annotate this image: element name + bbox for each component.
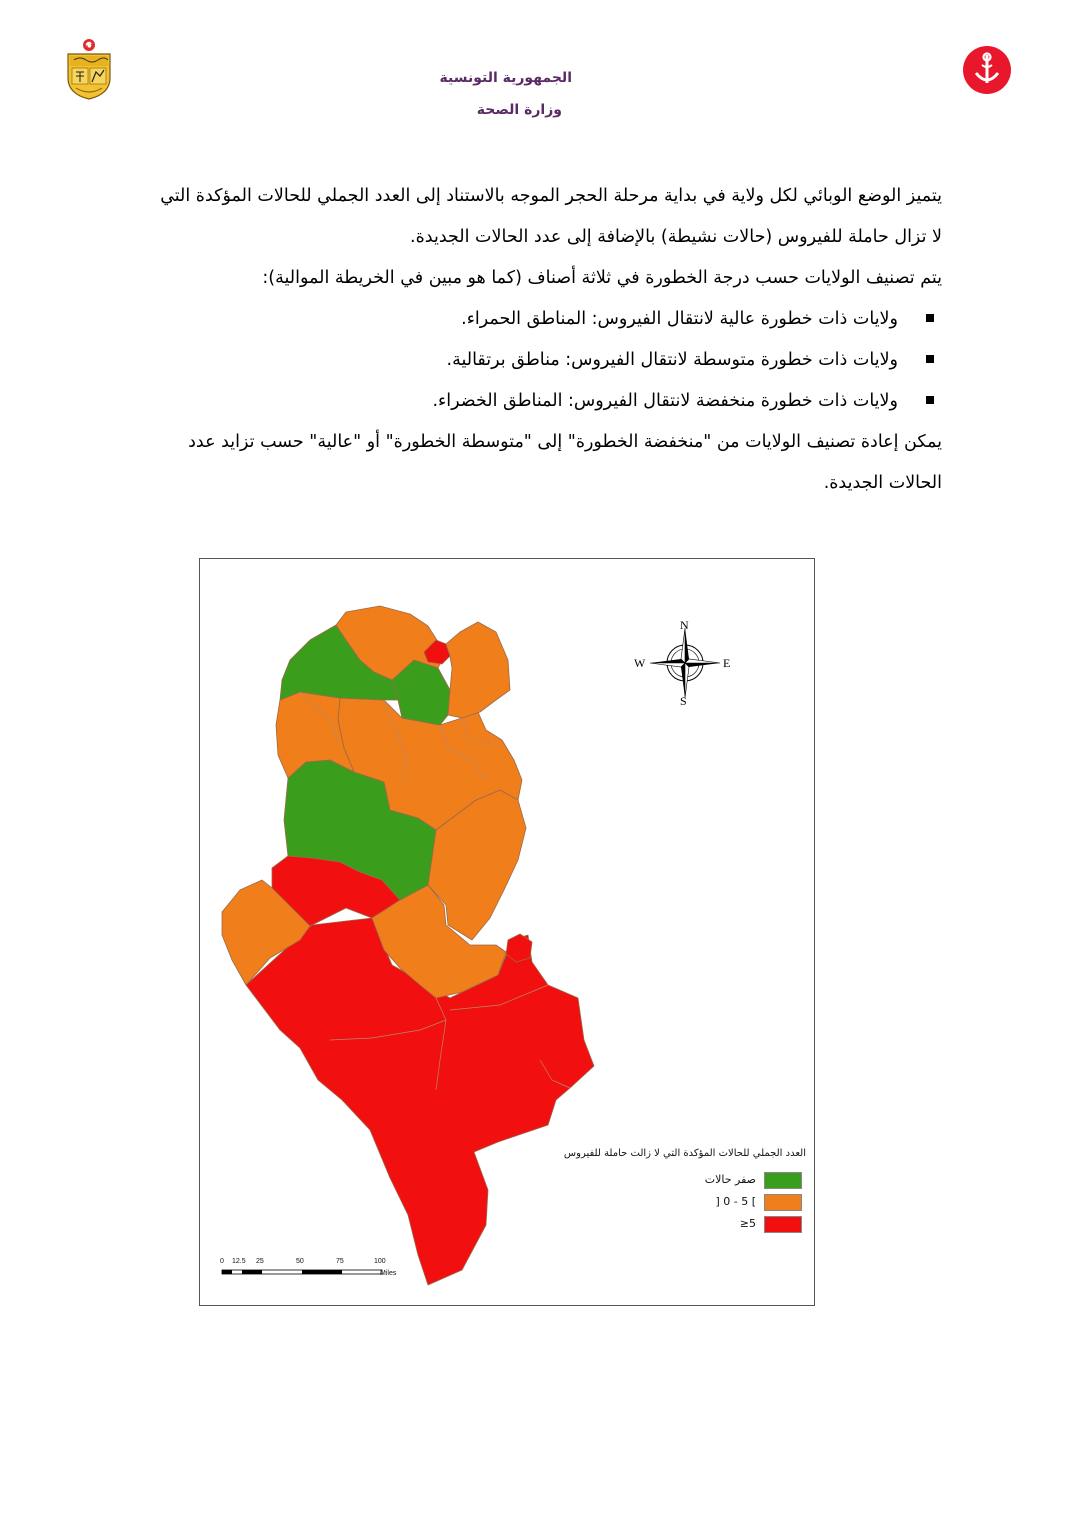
legend-label: ] 0 - 5 [ xyxy=(715,1195,756,1208)
compass-west-label: W xyxy=(634,656,646,670)
scale-tick-label: 50 xyxy=(296,1258,304,1265)
scale-unit-label: Miles xyxy=(380,1270,397,1277)
region-capbon-orange xyxy=(446,622,510,718)
scale-bar xyxy=(220,1258,410,1284)
legend-label: ≥5 xyxy=(739,1217,756,1230)
compass-south-label: S xyxy=(680,694,687,708)
intro-line-2: لا تزال حاملة للفيروس (حالات نشيطة) بالإضافة إلى عدد الحالات الجديدة. xyxy=(410,227,942,247)
intro-line-1: يتميز الوضع الوبائي لكل ولاية في بداية مرحلة الحجر الموجه بالاستناد إلى العدد الجملي للحالات المؤكدة التي xyxy=(160,186,942,206)
reclassify-line-1: يمكن إعادة تصنيف الولايات من "منخفضة الخطورة" إلى "متوسطة الخطورة" أو "عالية" حسب تزايد عدد xyxy=(188,432,942,452)
legend-item-zero xyxy=(702,1172,802,1190)
intro-line-3: يتم تصنيف الولايات حسب درجة الخطورة في ثلاثة أصناف (كما هو مبين في الخريطة الموالية): xyxy=(262,268,942,288)
scale-tick-label: 25 xyxy=(256,1258,264,1265)
bullet-text: ولايات ذات خطورة عالية لانتقال الفيروس: المناطق الحمراء. xyxy=(461,309,898,329)
compass-north-label: N xyxy=(680,618,689,632)
header-republic: الجمهورية التونسية xyxy=(439,70,572,86)
legend-swatch-orange xyxy=(764,1194,802,1211)
scale-tick-label: 12.5 xyxy=(232,1258,246,1265)
compass-east-label: E xyxy=(723,656,731,670)
legend-item-0-5 xyxy=(702,1194,802,1212)
reclassify-line-2: الحالات الجديدة. xyxy=(823,473,942,493)
scale-tick-label: 75 xyxy=(336,1258,344,1265)
scale-tick-label: 0 xyxy=(220,1258,224,1265)
legend-swatch-red xyxy=(764,1216,802,1233)
bullet-text: ولايات ذات خطورة متوسطة لانتقال الفيروس: مناطق برتقالية. xyxy=(446,350,898,370)
legend-swatch-green xyxy=(764,1172,802,1189)
scale-tick-label: 100 xyxy=(374,1258,386,1265)
legend-title: العدد الجملي للحالات المؤكدة التي لا زالت حاملة للفيروس xyxy=(563,1148,806,1159)
bullet-text: ولايات ذات خطورة منخفضة لانتقال الفيروس: المناطق الخضراء. xyxy=(432,391,898,411)
legend-label: صفر حالات xyxy=(704,1173,756,1186)
header-ministry: وزارة الصحة xyxy=(476,102,562,118)
legend-item-5-plus xyxy=(702,1216,802,1234)
